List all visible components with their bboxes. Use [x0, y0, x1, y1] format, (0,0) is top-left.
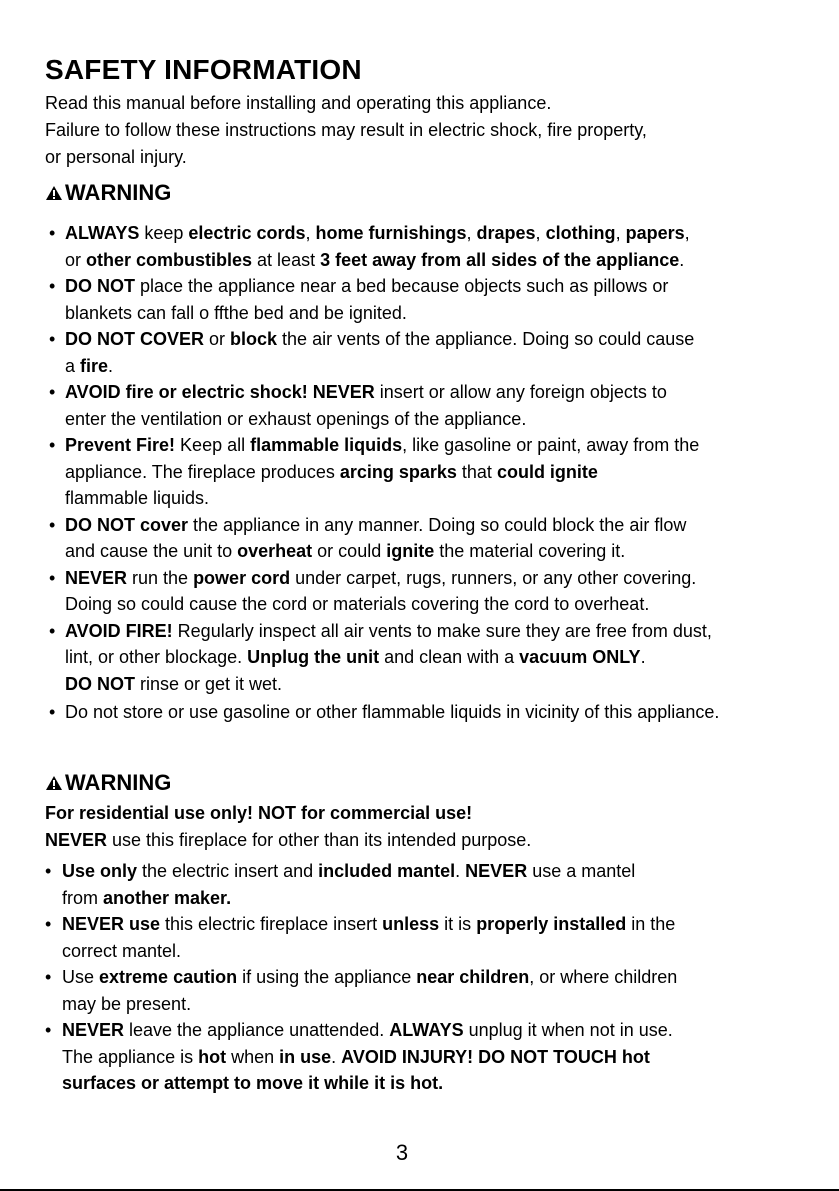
warning-heading: [45, 180, 171, 206]
list-item: • Use extreme caution if using the appliance near children, or where children may be present.: [45, 964, 825, 1017]
bullet: •: [49, 435, 56, 455]
bullet: •: [45, 967, 52, 987]
bullet: •: [49, 514, 56, 535]
bullet: •: [45, 861, 52, 881]
warning-heading: [45, 770, 171, 796]
bullet: •: [45, 1020, 52, 1040]
warning-triangle-icon: [45, 775, 63, 791]
intro-line: Read this manual before installing and operating this appliance.: [45, 93, 552, 113]
bullet: •: [49, 223, 56, 243]
list-item: • NEVER run the power cord under carpet, rugs, runners, or any other covering. Doing so could cause the cord or materials covering the cord to overheat.: [45, 565, 825, 618]
warning-label: WARNING: [65, 770, 172, 795]
list-item: • DO NOT place the appliance near a bed because objects such as pillows or blankets can fall o ffthe bed and be ignited.: [45, 273, 825, 326]
warning-label: WARNING: [65, 180, 172, 205]
warning-list: [45, 858, 825, 1097]
list-item: • NEVER use this electric fireplace insert unless it is properly installed in the correct mantel.: [45, 911, 825, 964]
list-item: • AVOID FIRE! Regularly inspect all air vents to make sure they are free from dust, lint, or other blockage. Unplug the unit and clean with a vacuum ONLY. DO NOT rinse or get it wet.: [45, 618, 825, 698]
bullet: •: [49, 276, 56, 296]
list-item: • NEVER leave the appliance unattended. ALWAYS unplug it when not in use. The appliance is hot when in use. AVOID INJURY! DO NOT TOUCH hot surfaces or attempt to move it while it is hot.: [45, 1017, 825, 1097]
intro-line: or personal injury.: [45, 147, 187, 167]
warning-list: [45, 220, 825, 726]
bullet: •: [49, 329, 56, 349]
page-number: 3: [395, 1140, 409, 1165]
warning-triangle-icon: [45, 185, 63, 201]
warning-intro: For residential use only! NOT for commercial use! NEVER use this fireplace for other than its intended purpose.: [45, 803, 532, 850]
bullet: •: [49, 620, 56, 641]
bullet: •: [45, 914, 52, 934]
list-item: • Do not store or use gasoline or other flammable liquids in vicinity of this appliance.: [45, 699, 825, 726]
bullet: •: [49, 702, 56, 722]
list-item: • DO NOT COVER or block the air vents of the appliance. Doing so could cause a fire.: [45, 326, 825, 379]
list-item: • ALWAYS keep electric cords, home furnishings, drapes, clothing, papers, or other combustibles at least 3 feet away from all sides of the appliance.: [45, 220, 825, 273]
bullet: •: [49, 567, 56, 588]
intro-line: Failure to follow these instructions may result in electric shock, fire property,: [45, 120, 647, 140]
page-title: SAFETY INFORMATION: [45, 54, 362, 85]
list-item: • Use only the electric insert and included mantel. NEVER use a mantel from another maker.: [45, 858, 825, 911]
intro-text: [45, 90, 647, 171]
list-item: • AVOID fire or electric shock! NEVER insert or allow any foreign objects to enter the ventilation or exhaust openings of the appliance.: [45, 379, 825, 432]
bullet: •: [49, 382, 56, 402]
list-item: • DO NOT cover the appliance in any manner. Doing so could block the air flow and cause the unit to overheat or could ignite the material covering it.: [45, 512, 825, 565]
list-item: • Prevent Fire! Keep all flammable liquids, like gasoline or paint, away from the appliance. The fireplace produces arcing sparks that could ignite flammable liquids.: [45, 432, 825, 512]
